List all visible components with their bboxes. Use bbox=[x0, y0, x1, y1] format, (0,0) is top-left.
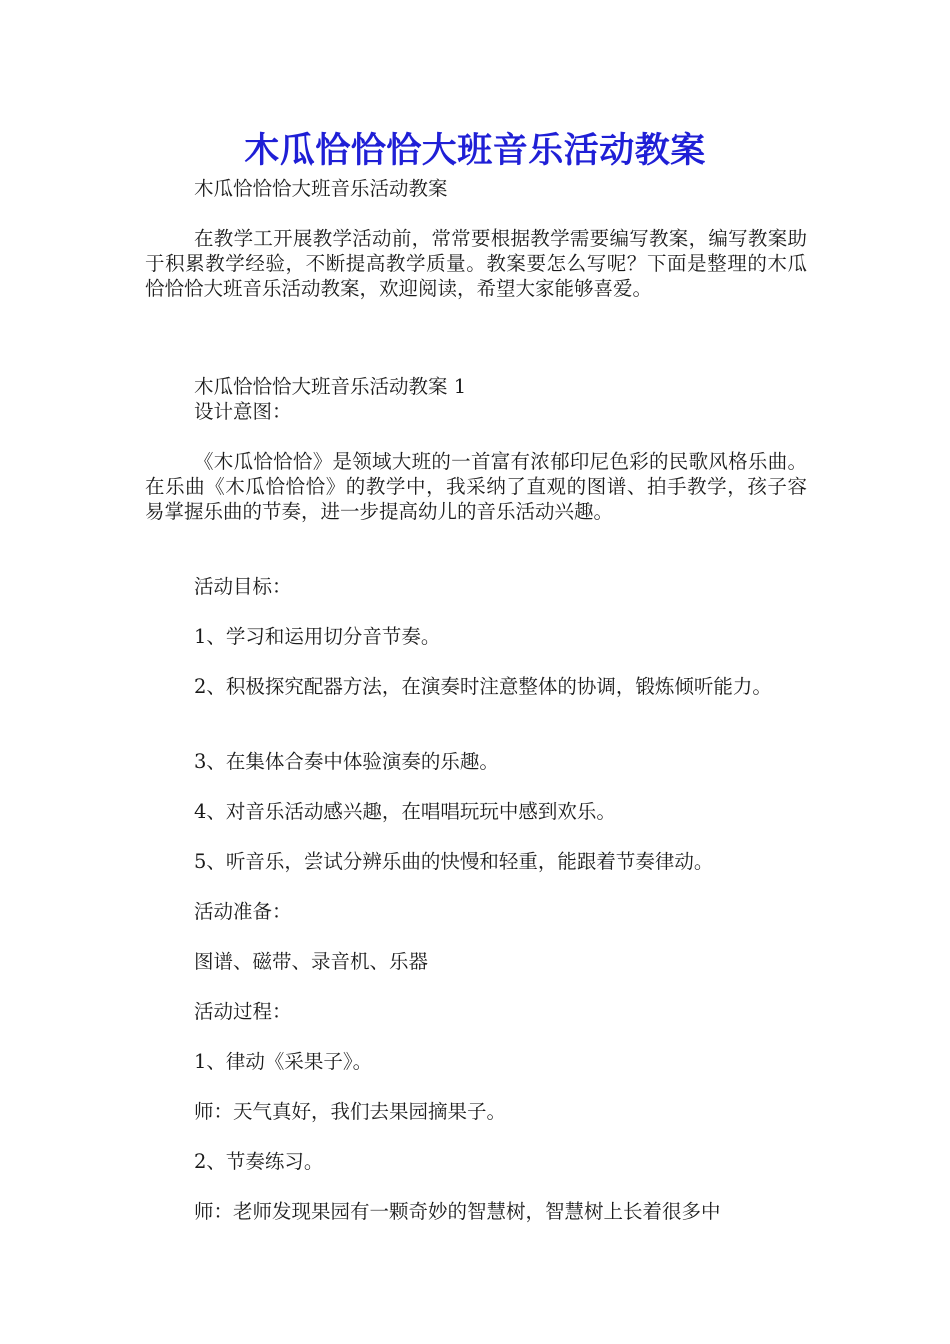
goal-item: 1、学习和运用切分音节奏。 bbox=[194, 625, 441, 648]
design-intent-heading: 设计意图： bbox=[194, 400, 292, 423]
process-step: 2、节奏练习。 bbox=[194, 1150, 324, 1173]
intro-paragraph: 在教学工开展教学活动前，常常要根据教学需要编写教案，编写教案助于积累教学经验，不断提高教学质量。教案要怎么写呢？下面是整理的木瓜恰恰恰大班音乐活动教案，欢迎阅读，希望大家能够喜爱。 bbox=[145, 227, 807, 300]
goal-item: 4、对音乐活动感兴趣，在唱唱玩玩中感到欢乐。 bbox=[194, 800, 616, 823]
process-dialogue: 师：老师发现果园有一颗奇妙的智慧树，智慧树上长着很多中 bbox=[194, 1200, 721, 1223]
design-intent-paragraph: 《木瓜恰恰恰》是领域大班的一首富有浓郁印尼色彩的民歌风格乐曲。在乐曲《木瓜恰恰恰》的教学中，我采纳了直观的图谱、拍手教学，孩子容易掌握乐曲的节奏，进一步提高幼儿的音乐活动兴趣。 bbox=[145, 450, 807, 523]
preparation-heading: 活动准备： bbox=[194, 900, 292, 923]
process-heading: 活动过程： bbox=[194, 1000, 292, 1023]
goal-item: 3、在集体合奏中体验演奏的乐趣。 bbox=[194, 750, 499, 773]
goals-heading: 活动目标： bbox=[194, 575, 292, 598]
goal-item: 5、听音乐，尝试分辨乐曲的快慢和轻重，能跟着节奏律动。 bbox=[194, 850, 714, 873]
section-heading: 木瓜恰恰恰大班音乐活动教案 1 bbox=[194, 375, 467, 398]
document-title: 木瓜恰恰恰大班音乐活动教案 bbox=[244, 131, 706, 171]
goal-item: 2、积极探究配器方法，在演奏时注意整体的协调，锻炼倾听能力。 bbox=[194, 675, 772, 698]
process-step: 1、律动《采果子》。 bbox=[194, 1050, 373, 1073]
document-subtitle: 木瓜恰恰恰大班音乐活动教案 bbox=[194, 177, 448, 200]
preparation-list: 图谱、磁带、录音机、乐器 bbox=[194, 950, 429, 973]
process-dialogue: 师：天气真好，我们去果园摘果子。 bbox=[194, 1100, 507, 1123]
